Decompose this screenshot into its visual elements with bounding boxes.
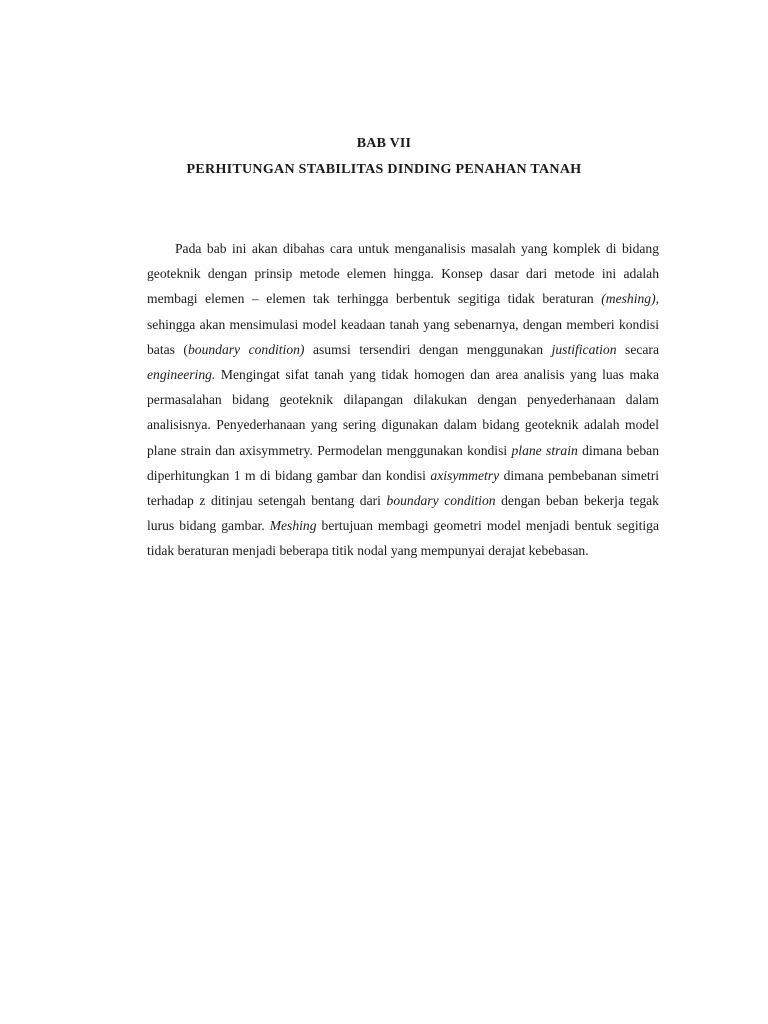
paragraph-run: dimana beban diperhitungkan 1 m di bidang gambar dan kondisi [147, 442, 659, 483]
paragraph-run-italic: plane strain [511, 442, 578, 458]
paragraph-run-italic: axisymmetry [430, 467, 500, 483]
paragraph-run-italic: boundary condition) [187, 341, 305, 357]
paragraph-run: bertujuan membagi geometri model menjadi bentuk segitiga tidak beraturan menjadi beberapa titik nodal yang mempunyai derajat kebebasan. [147, 518, 659, 559]
paragraph-run: sehingga akan mensimulasi model keadaan tanah yang sebenarnya, dengan memberi kondisi batas ( [147, 316, 659, 357]
chapter-number: BAB VII [356, 136, 412, 151]
paragraph-run-italic: (meshing), [601, 291, 659, 307]
paragraph-run-italic: justification [551, 341, 617, 357]
paragraph-run-italic: engineering. [147, 367, 216, 383]
paragraph-run-italic: Meshing [269, 518, 317, 534]
paragraph-run: dengan beban bekerja tegak lurus bidang gambar. [147, 493, 659, 534]
paragraph-run-italic: boundary condition [386, 493, 496, 509]
paragraph-run: Pada bab ini akan dibahas cara untuk menganalisis masalah yang komplek di bidang geoteknik dengan prinsip metode elemen hingga. Konsep dasar dari metode ini adalah membagi elemen – elemen tak terhingga berbentuk segitiga tidak beraturan [147, 241, 659, 307]
body-paragraph [147, 236, 659, 564]
chapter-title: PERHITUNGAN STABILITAS DINDING PENAHAN TANAH [186, 162, 582, 177]
paragraph-run: secara [616, 341, 659, 357]
paragraph-run: asumsi tersendiri dengan menggunakan [304, 341, 552, 357]
paragraph-run: Mengingat sifat tanah yang tidak homogen dan area analisis yang luas maka permasalahan bidang geoteknik dilapangan dilakukan dengan penyederhanaan dalam analisisnya. Penyederhanaan yang sering digunakan dalam bidang geoteknik adalah model plane strain dan axisymmetry. Permodelan menggunakan kondisi [147, 367, 659, 458]
paragraph-run: dimana pembebanan simetri terhadap z ditinjau setengah bentang dari [147, 467, 659, 509]
